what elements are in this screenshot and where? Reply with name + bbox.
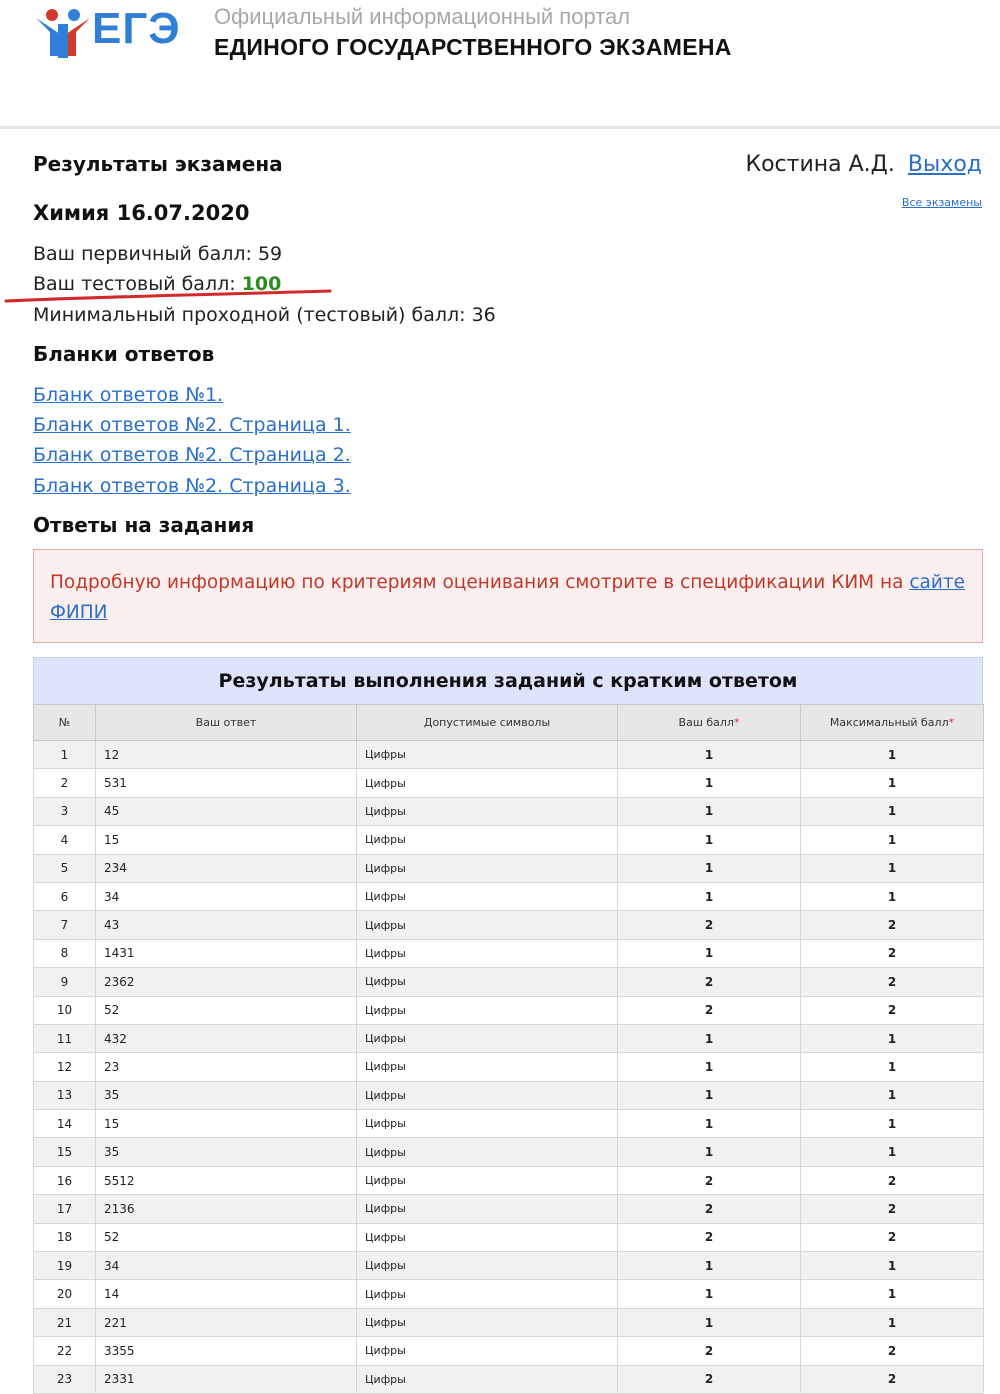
allowed-symbols-cell: Цифры bbox=[357, 996, 618, 1024]
header-answer: Ваш ответ bbox=[96, 705, 357, 741]
max-score-cell: 1 bbox=[801, 1280, 984, 1308]
max-score-cell: 1 bbox=[801, 1081, 984, 1109]
results-table bbox=[33, 657, 983, 1394]
criteria-alert bbox=[33, 549, 983, 643]
user-name: Костина А.Д. bbox=[745, 152, 895, 177]
task-number-cell: 2 bbox=[34, 769, 96, 797]
max-score-cell: 1 bbox=[801, 741, 984, 769]
allowed-symbols-cell: Цифры bbox=[357, 769, 618, 797]
allowed-symbols-cell: Цифры bbox=[357, 911, 618, 939]
allowed-symbols-cell: Цифры bbox=[357, 1365, 618, 1393]
answer-cell: 1431 bbox=[96, 939, 357, 967]
answer-cell: 35 bbox=[96, 1138, 357, 1166]
task-number-cell: 7 bbox=[34, 911, 96, 939]
table-row bbox=[34, 1195, 984, 1223]
score-cell: 1 bbox=[618, 769, 801, 797]
table-row bbox=[34, 741, 984, 769]
answer-cell: 45 bbox=[96, 797, 357, 825]
answer-cell: 2362 bbox=[96, 968, 357, 996]
portal-title: ЕДИНОГО ГОСУДАРСТВЕННОГО ЭКЗАМЕНА bbox=[214, 34, 732, 60]
table-row bbox=[34, 1081, 984, 1109]
score-cell: 1 bbox=[618, 1081, 801, 1109]
score-cell: 1 bbox=[618, 826, 801, 854]
header-max bbox=[801, 705, 984, 741]
table-row bbox=[34, 769, 984, 797]
answer-cell: 2331 bbox=[96, 1365, 357, 1393]
min-score-label: Минимальный проходной (тестовый) балл: bbox=[33, 304, 466, 326]
task-number-cell: 9 bbox=[34, 968, 96, 996]
score-cell: 2 bbox=[618, 1337, 801, 1365]
table-row bbox=[34, 1223, 984, 1251]
table-caption: Результаты выполнения заданий с кратким ответом bbox=[33, 657, 983, 704]
required-star: * bbox=[733, 716, 740, 729]
allowed-symbols-cell: Цифры bbox=[357, 1337, 618, 1365]
table-row bbox=[34, 1365, 984, 1393]
task-number-cell: 1 bbox=[34, 741, 96, 769]
score-cell: 1 bbox=[618, 1053, 801, 1081]
allowed-symbols-cell: Цифры bbox=[357, 1110, 618, 1138]
test-score-value: 100 bbox=[241, 273, 282, 295]
table-row bbox=[34, 882, 984, 910]
table-row bbox=[34, 826, 984, 854]
max-score-cell: 1 bbox=[801, 826, 984, 854]
answer-cell: 43 bbox=[96, 911, 357, 939]
table-row bbox=[34, 797, 984, 825]
all-exams-link[interactable]: Все экзамены bbox=[901, 196, 982, 209]
min-score-value: 36 bbox=[471, 304, 496, 326]
score-cell: 2 bbox=[618, 911, 801, 939]
allowed-symbols-cell: Цифры bbox=[357, 797, 618, 825]
answer-cell: 432 bbox=[96, 1024, 357, 1052]
task-number-cell: 11 bbox=[34, 1024, 96, 1052]
answer-cell: 5512 bbox=[96, 1166, 357, 1194]
table-row bbox=[34, 1166, 984, 1194]
score-cell: 1 bbox=[618, 797, 801, 825]
max-score-cell: 2 bbox=[801, 911, 984, 939]
allowed-symbols-cell: Цифры bbox=[357, 939, 618, 967]
max-score-cell: 1 bbox=[801, 769, 984, 797]
blank-link[interactable]: Бланк ответов №1. bbox=[33, 384, 224, 406]
logout-link[interactable]: Выход bbox=[907, 152, 982, 177]
answer-cell: 34 bbox=[96, 882, 357, 910]
task-number-cell: 3 bbox=[34, 797, 96, 825]
user-area bbox=[745, 152, 982, 177]
max-score-cell: 2 bbox=[801, 1365, 984, 1393]
max-score-cell: 1 bbox=[801, 797, 984, 825]
task-number-cell: 10 bbox=[34, 996, 96, 1024]
answer-cell: 3355 bbox=[96, 1337, 357, 1365]
max-score-cell: 1 bbox=[801, 1024, 984, 1052]
allowed-symbols-cell: Цифры bbox=[357, 1223, 618, 1251]
score-cell: 2 bbox=[618, 1195, 801, 1223]
score-cell: 2 bbox=[618, 1223, 801, 1251]
required-star: * bbox=[948, 716, 955, 729]
max-score-cell: 2 bbox=[801, 1223, 984, 1251]
score-cell: 2 bbox=[618, 996, 801, 1024]
task-number-cell: 12 bbox=[34, 1053, 96, 1081]
score-cell: 1 bbox=[618, 1280, 801, 1308]
primary-score-label: Ваш первичный балл: bbox=[33, 243, 252, 265]
max-score-cell: 1 bbox=[801, 1053, 984, 1081]
table-row bbox=[34, 1110, 984, 1138]
score-cell: 1 bbox=[618, 741, 801, 769]
answer-cell: 531 bbox=[96, 769, 357, 797]
task-number-cell: 18 bbox=[34, 1223, 96, 1251]
answer-cell: 14 bbox=[96, 1280, 357, 1308]
task-number-cell: 21 bbox=[34, 1308, 96, 1336]
allowed-symbols-cell: Цифры bbox=[357, 1138, 618, 1166]
task-number-cell: 19 bbox=[34, 1252, 96, 1280]
answer-cell: 52 bbox=[96, 1223, 357, 1251]
blank-link[interactable]: Бланк ответов №2. Страница 1. bbox=[33, 414, 351, 436]
task-number-cell: 17 bbox=[34, 1195, 96, 1223]
allowed-symbols-cell: Цифры bbox=[357, 1195, 618, 1223]
fipi-link[interactable]: сайте ФИПИ bbox=[50, 572, 966, 623]
task-number-cell: 8 bbox=[34, 939, 96, 967]
answer-cell: 15 bbox=[96, 1110, 357, 1138]
score-cell: 1 bbox=[618, 882, 801, 910]
answer-cell: 35 bbox=[96, 1081, 357, 1109]
score-cell: 1 bbox=[618, 1308, 801, 1336]
answer-cell: 34 bbox=[96, 1252, 357, 1280]
allowed-symbols-cell: Цифры bbox=[357, 826, 618, 854]
header-max-label: Максимальный балл bbox=[829, 716, 949, 729]
answer-cell: 12 bbox=[96, 741, 357, 769]
table-row bbox=[34, 1053, 984, 1081]
alert-text: Подробную информацию по критериям оценивания смотрите в спецификации КИМ на bbox=[50, 572, 904, 593]
task-number-cell: 4 bbox=[34, 826, 96, 854]
allowed-symbols-cell: Цифры bbox=[357, 1166, 618, 1194]
max-score-cell: 1 bbox=[801, 854, 984, 882]
answer-cell: 2136 bbox=[96, 1195, 357, 1223]
task-number-cell: 14 bbox=[34, 1110, 96, 1138]
allowed-symbols-cell: Цифры bbox=[357, 1252, 618, 1280]
header-score bbox=[618, 705, 801, 741]
score-cell: 2 bbox=[618, 1365, 801, 1393]
table-row bbox=[34, 1280, 984, 1308]
test-score-label: Ваш тестовый балл: bbox=[33, 273, 236, 295]
table-row bbox=[34, 1337, 984, 1365]
max-score-cell: 1 bbox=[801, 1308, 984, 1336]
primary-score-value: 59 bbox=[257, 243, 283, 265]
table-row bbox=[34, 996, 984, 1024]
table-row bbox=[34, 1252, 984, 1280]
max-score-cell: 2 bbox=[801, 968, 984, 996]
header-divider bbox=[0, 126, 1000, 129]
header-symbols: Допустимые символы bbox=[357, 705, 618, 741]
allowed-symbols-cell: Цифры bbox=[357, 1308, 618, 1336]
score-cell: 1 bbox=[618, 1252, 801, 1280]
allowed-symbols-cell: Цифры bbox=[357, 968, 618, 996]
max-score-cell: 2 bbox=[801, 1195, 984, 1223]
table-row bbox=[34, 911, 984, 939]
portal-header bbox=[0, 0, 1000, 128]
page-title: Результаты экзамена bbox=[33, 152, 283, 176]
max-score-cell: 1 bbox=[801, 1252, 984, 1280]
max-score-cell: 1 bbox=[801, 882, 984, 910]
allowed-symbols-cell: Цифры bbox=[357, 1081, 618, 1109]
answer-cell: 15 bbox=[96, 826, 357, 854]
allowed-symbols-cell: Цифры bbox=[357, 1280, 618, 1308]
table-row bbox=[34, 968, 984, 996]
task-number-cell: 16 bbox=[34, 1166, 96, 1194]
max-score-cell: 1 bbox=[801, 1138, 984, 1166]
task-number-cell: 6 bbox=[34, 882, 96, 910]
task-number-cell: 13 bbox=[34, 1081, 96, 1109]
max-score-cell: 1 bbox=[801, 1110, 984, 1138]
answer-cell: 221 bbox=[96, 1308, 357, 1336]
task-number-cell: 22 bbox=[34, 1337, 96, 1365]
score-cell: 2 bbox=[618, 968, 801, 996]
answer-cell: 23 bbox=[96, 1053, 357, 1081]
blank-link[interactable]: Бланк ответов №2. Страница 2. bbox=[33, 444, 351, 466]
table-row bbox=[34, 939, 984, 967]
max-score-cell: 2 bbox=[801, 1337, 984, 1365]
score-cell: 1 bbox=[618, 939, 801, 967]
score-cell: 1 bbox=[618, 1138, 801, 1166]
table-row bbox=[34, 1024, 984, 1052]
table-row bbox=[34, 854, 984, 882]
min-score-line bbox=[33, 304, 496, 326]
answers-section-title: Ответы на задания bbox=[33, 513, 255, 537]
score-cell: 1 bbox=[618, 1024, 801, 1052]
task-number-cell: 20 bbox=[34, 1280, 96, 1308]
allowed-symbols-cell: Цифры bbox=[357, 741, 618, 769]
logo-text: ЕГЭ bbox=[92, 4, 181, 53]
task-number-cell: 23 bbox=[34, 1365, 96, 1393]
primary-score-line bbox=[33, 243, 282, 265]
task-number-cell: 15 bbox=[34, 1138, 96, 1166]
answer-cell: 234 bbox=[96, 854, 357, 882]
header-num: № bbox=[34, 705, 96, 741]
score-cell: 1 bbox=[618, 854, 801, 882]
table-row bbox=[34, 1138, 984, 1166]
task-number-cell: 5 bbox=[34, 854, 96, 882]
score-cell: 2 bbox=[618, 1166, 801, 1194]
table-row bbox=[34, 1308, 984, 1336]
allowed-symbols-cell: Цифры bbox=[357, 1053, 618, 1081]
allowed-symbols-cell: Цифры bbox=[357, 1024, 618, 1052]
answer-cell: 52 bbox=[96, 996, 357, 1024]
max-score-cell: 2 bbox=[801, 996, 984, 1024]
exam-title: Химия 16.07.2020 bbox=[33, 201, 250, 225]
allowed-symbols-cell: Цифры bbox=[357, 882, 618, 910]
max-score-cell: 2 bbox=[801, 1166, 984, 1194]
allowed-symbols-cell: Цифры bbox=[357, 854, 618, 882]
blank-link[interactable]: Бланк ответов №2. Страница 3. bbox=[33, 475, 351, 497]
portal-subtitle: Официальный информационный портал bbox=[214, 4, 631, 29]
score-cell: 1 bbox=[618, 1110, 801, 1138]
max-score-cell: 2 bbox=[801, 939, 984, 967]
header-score-label: Ваш балл bbox=[678, 716, 734, 729]
blanks-section-title: Бланки ответов bbox=[33, 342, 215, 366]
